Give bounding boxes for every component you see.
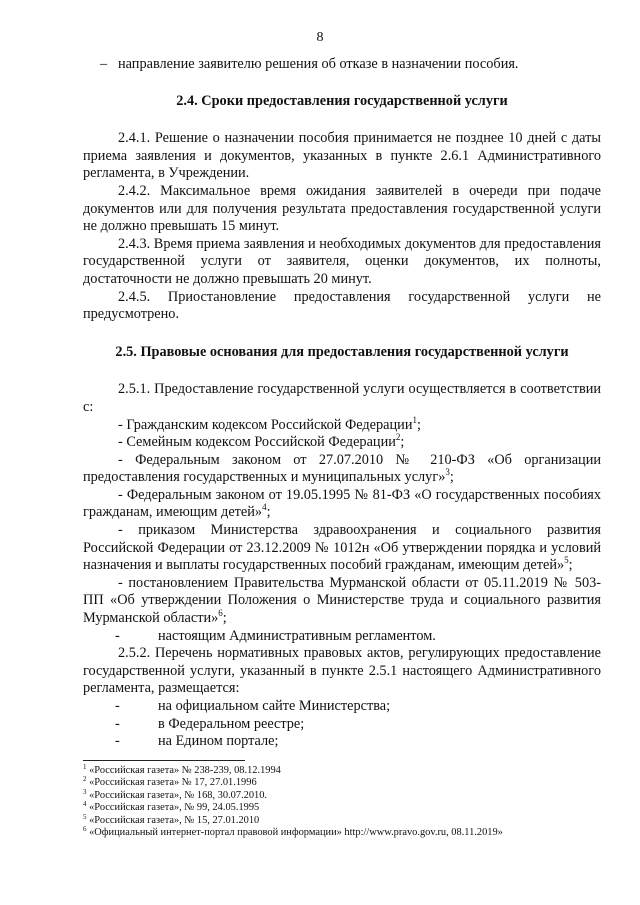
paragraph: 2.4.2. Максимальное время ожидания заявителей в очереди при подаче документов или для получения результата предоставления государственной услуги не должно превышать 15 минут. xyxy=(83,182,601,235)
list-item xyxy=(83,56,601,74)
footnote-ref: 4 xyxy=(262,502,267,513)
dash-marker: - xyxy=(115,733,120,750)
footnote: $^4$ «Российская газета», № 99, 24.05.1995 xyxy=(83,800,260,814)
footnote-ref: 2 xyxy=(395,432,401,443)
paragraph: 2.5.2. Перечень нормативных правовых актов, регулирующих предоставление государственной услуги, указанный в пункте 2.5.1 настоящего Административного регламента, размещается: xyxy=(83,645,601,697)
legal-basis-item: - приказом Министерства здравоохранения и социального развития Российской Федерации от 23.12.2009 № 1012н «Об утверждении порядка и условий назначения и выплаты государственных пособий гражданам, имеющим детей»$^5$; xyxy=(83,522,601,574)
dash-marker: – xyxy=(100,56,108,72)
intro-item-text: направление заявителю решения об отказе в назначении пособия. xyxy=(118,56,519,72)
dash-marker: - xyxy=(115,715,120,732)
legal-basis-item: - Федеральным законом от 19.05.1995 № 81-ФЗ «О государственных пособиях гражданам, имеющим детей»$^4$; xyxy=(83,486,601,521)
footnote: $^5$ «Российская газета», № 15, 27.01.2010 xyxy=(83,812,260,826)
footnote: $^3$ «Российская газета», № 168, 30.07.2010. xyxy=(83,787,268,801)
footnote: $^2$ «Российская газета» № 17, 27.01.1996 xyxy=(83,775,257,789)
footnote: $^1$ «Российская газета» № 238-239, 08.12.1994 xyxy=(83,763,281,776)
footnote: $^6$ «Официальный интернет-портал правовой информации» http://www.pravo.gov.ru, 08.11.2019» xyxy=(83,825,503,839)
list-item: - в Федеральном реестре; xyxy=(115,715,305,732)
list-item: - на Едином портале; xyxy=(115,733,279,750)
section-heading-2-5: 2.5. Правовые основания для предоставления государственной услуги xyxy=(115,343,569,360)
list-item: - на официальном сайте Министерства; xyxy=(115,698,391,714)
footnotes xyxy=(83,765,603,839)
paragraph: 2.4.1. Решение о назначении пособия принимается не позднее 10 дней с даты приема заявления и документов, указанных в пункте 2.6.1 Административного регламента, в Учреждении. xyxy=(83,130,601,182)
dash-marker: - xyxy=(115,627,120,644)
footnote-separator xyxy=(83,760,245,761)
dash-marker: - xyxy=(115,698,120,714)
footnote-ref: 3 xyxy=(445,467,450,478)
section-heading-2-4: 2.4. Сроки предоставления государственной услуги xyxy=(176,92,508,109)
footnote-ref: 5 xyxy=(564,555,569,566)
legal-basis-item: - Гражданским кодексом Российской Федерации$^1$; xyxy=(118,414,421,433)
document-body xyxy=(83,56,601,751)
page-number: 8 xyxy=(316,30,324,45)
footnote-ref: 6 xyxy=(218,608,223,619)
legal-basis-item: - постановлением Правительства Мурманской области от 05.11.2019 № 503-ПП «Об утверждении Положения о Министерстве труда и социального развития Мурманской области»$^6$; xyxy=(83,574,601,627)
legal-basis-item: - Федеральным законом от 27.07.2010 № 210-ФЗ «Об организации предоставления государственных и муниципальных услуг»$^3$; xyxy=(83,451,601,486)
paragraph: 2.5.1. Предоставление государственной услуги осуществляется в соответствии с: xyxy=(83,381,601,415)
paragraph: 2.4.5. Приостановление предоставления государственной услуги не предусмотрено. xyxy=(83,288,601,323)
paragraph: 2.4.3. Время приема заявления и необходимых документов для предоставления государственной услуги от заявителя, оценки документов, их полноты, достаточности не должно превышать 20 минут. xyxy=(83,235,601,287)
list-item: - настоящим Административным регламентом. xyxy=(115,627,436,644)
legal-basis-item: - Семейным кодексом Российской Федерации$^2$; xyxy=(118,432,405,451)
footnote-ref: 1 xyxy=(412,414,417,425)
